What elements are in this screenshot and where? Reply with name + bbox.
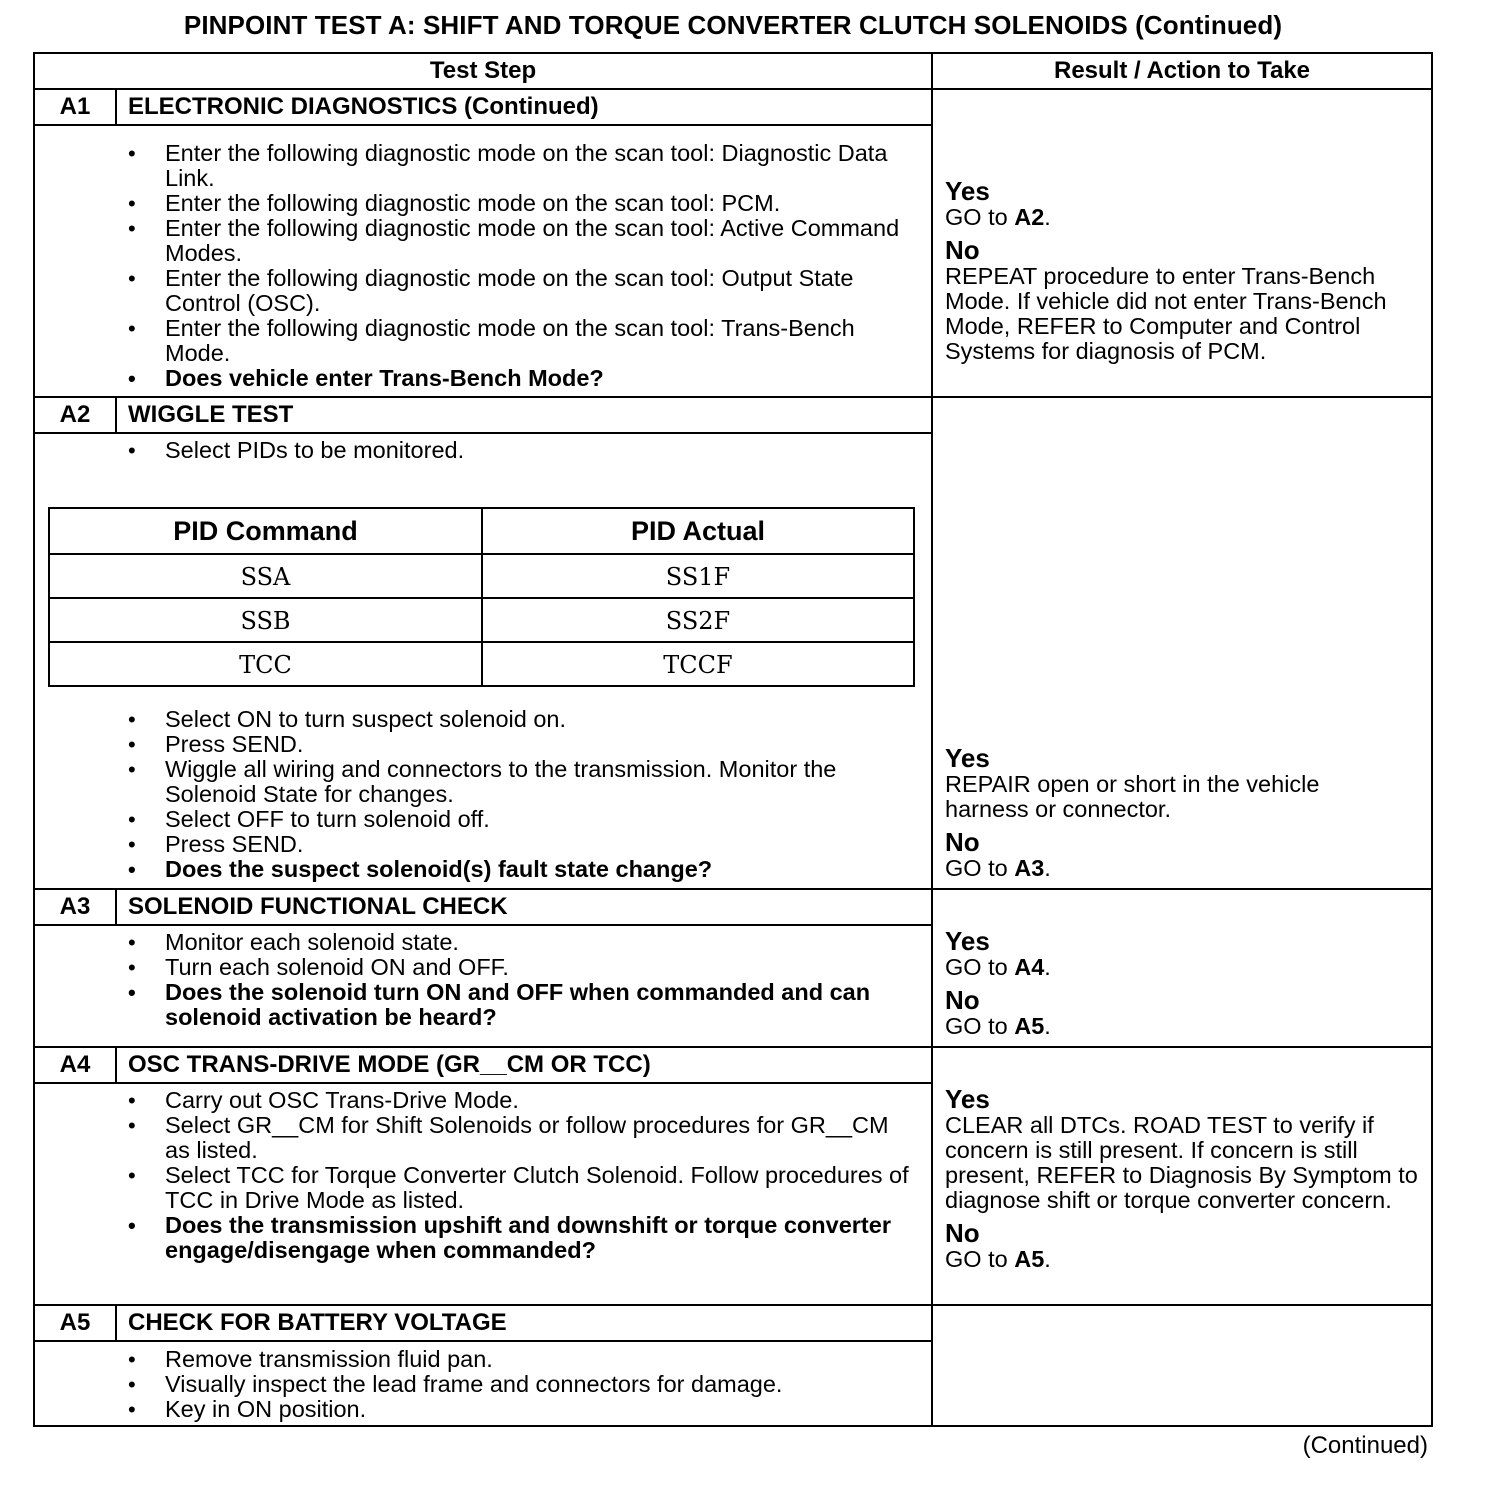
result-no-text: GO to A5. <box>945 1013 1051 1039</box>
list-item: • Press SEND. <box>125 732 915 757</box>
result-a1 <box>945 177 1430 364</box>
list-item: • Visually inspect the lead frame and connectors for damage. <box>125 1372 915 1397</box>
step-title-a1: ELECTRONIC DIAGNOSTICS (Continued) <box>128 93 599 120</box>
step-title-rule <box>33 1340 932 1342</box>
pid-cell: SSB <box>240 607 291 635</box>
list-item: • Monitor each solenoid state. <box>125 930 915 955</box>
step-title-rule <box>33 924 932 926</box>
step-title-a3: SOLENOID FUNCTIONAL CHECK <box>128 893 508 920</box>
page-title: PINPOINT TEST A: SHIFT AND TORQUE CONVERTER CLUTCH SOLENOIDS (Continued) <box>183 10 1283 40</box>
step-reference: A3 <box>1014 855 1045 881</box>
list-item: • Select PIDs to be monitored. <box>125 438 915 463</box>
list-item: • Select ON to turn suspect solenoid on. <box>125 707 915 732</box>
result-no-label: No <box>945 827 980 857</box>
step-title-a2: WIGGLE TEST <box>128 401 294 428</box>
pid-header-command: PID Command <box>173 516 358 546</box>
step-reference: A2 <box>1014 204 1045 230</box>
step-id-divider <box>115 1305 117 1341</box>
list-item-question: • Does vehicle enter Trans-Bench Mode? <box>125 366 915 391</box>
list-item: • Key in ON position. <box>125 1397 915 1422</box>
pid-cell: TCCF <box>663 651 733 679</box>
list-item: • Enter the following diagnostic mode on the scan tool: Active Command Modes. <box>125 216 915 266</box>
continued-label: (Continued) <box>1302 1432 1428 1459</box>
result-yes-text: REPAIR open or short in the vehicle harness or connector. <box>945 771 1320 822</box>
pid-header-actual: PID Actual <box>630 516 766 546</box>
result-yes-text: GO to A4. <box>945 954 1051 980</box>
list-item: • Wiggle all wiring and connectors to the transmission. Monitor the Solenoid State for changes. <box>125 757 915 807</box>
list-item: • Enter the following diagnostic mode on the scan tool: Diagnostic Data Link. <box>125 141 915 191</box>
step-a3-bullets <box>125 930 915 1030</box>
list-item: • Select OFF to turn solenoid off. <box>125 807 915 832</box>
result-a3 <box>945 927 1430 1039</box>
step-title-a4: OSC TRANS-DRIVE MODE (GR__CM OR TCC) <box>128 1051 651 1078</box>
result-yes-label: Yes <box>945 743 990 773</box>
list-item: • Enter the following diagnostic mode on the scan tool: Output State Control (OSC). <box>125 266 915 316</box>
list-item-question: • Does the suspect solenoid(s) fault state change? <box>125 857 915 882</box>
list-item: • Remove transmission fluid pan. <box>125 1347 915 1372</box>
header-result-action: Result / Action to Take <box>1053 57 1311 84</box>
result-no-label: No <box>945 985 980 1015</box>
step-title-a5: CHECK FOR BATTERY VOLTAGE <box>128 1309 507 1336</box>
list-item: • Enter the following diagnostic mode on the scan tool: PCM. <box>125 191 915 216</box>
list-item-question: • Does the solenoid turn ON and OFF when commanded and can solenoid activation be heard? <box>125 980 915 1030</box>
pid-cell: TCC <box>239 651 292 679</box>
list-item: • Carry out OSC Trans-Drive Mode. <box>125 1088 915 1113</box>
step-id-divider <box>115 1047 117 1083</box>
step-id-divider <box>115 397 117 433</box>
header-test-step: Test Step <box>429 57 537 84</box>
result-a2 <box>945 744 1430 881</box>
step-a2-pre-bullets <box>125 438 915 463</box>
list-item-question: • Does the transmission upshift and downshift or torque converter engage/disengage when commanded? <box>125 1213 915 1263</box>
step-reference: A5 <box>1014 1013 1045 1039</box>
step-id-a5: A5 <box>59 1309 91 1336</box>
list-item: • Select TCC for Torque Converter Clutch Solenoid. Follow procedures of TCC in Drive Mode as listed. <box>125 1163 915 1213</box>
result-no-text: GO to A3. <box>945 855 1051 881</box>
step-id-a2: A2 <box>59 401 91 428</box>
step-a2-bullets <box>125 707 915 882</box>
column-divider <box>931 52 933 1427</box>
step-id-a4: A4 <box>59 1051 91 1078</box>
step-title-rule <box>33 124 932 126</box>
pid-cell: SS2F <box>665 607 731 635</box>
step-id-a1: A1 <box>59 93 91 120</box>
result-yes-label: Yes <box>945 176 990 206</box>
step-a1-bullets <box>125 141 915 391</box>
result-yes-label: Yes <box>945 926 990 956</box>
result-no-label: No <box>945 235 980 265</box>
step-a5-bullets <box>125 1347 915 1422</box>
list-item: • Turn each solenoid ON and OFF. <box>125 955 915 980</box>
step-id-a3: A3 <box>59 893 91 920</box>
step-title-rule <box>33 432 932 434</box>
step-reference: A4 <box>1014 954 1045 980</box>
step-id-divider <box>115 889 117 925</box>
result-no-text: REPEAT procedure to enter Trans-Bench Mode. If vehicle did not enter Trans-Bench Mode, REFER to Computer and Control Systems for diagnosis of PCM. <box>945 263 1387 364</box>
result-yes-text: CLEAR all DTCs. ROAD TEST to verify if concern is still present. If concern is still present, REFER to Diagnosis By Symptom to diagnose shift or torque converter concern. <box>945 1112 1418 1213</box>
pid-cell: SSA <box>240 563 291 591</box>
result-no-text: GO to A5. <box>945 1246 1051 1272</box>
step-title-rule <box>33 1082 932 1084</box>
step-reference: A5 <box>1014 1246 1045 1272</box>
step-a4-bullets <box>125 1088 915 1263</box>
result-yes-label: Yes <box>945 1084 990 1114</box>
result-yes-text: GO to A2. <box>945 204 1051 230</box>
list-item: • Enter the following diagnostic mode on the scan tool: Trans-Bench Mode. <box>125 316 915 366</box>
result-a4 <box>945 1085 1430 1272</box>
pid-cell: SS1F <box>665 563 731 591</box>
list-item: • Select GR__CM for Shift Solenoids or follow procedures for GR__CM as listed. <box>125 1113 915 1163</box>
step-id-divider <box>115 89 117 125</box>
result-no-label: No <box>945 1218 980 1248</box>
pid-table <box>48 507 915 687</box>
list-item: • Press SEND. <box>125 832 915 857</box>
